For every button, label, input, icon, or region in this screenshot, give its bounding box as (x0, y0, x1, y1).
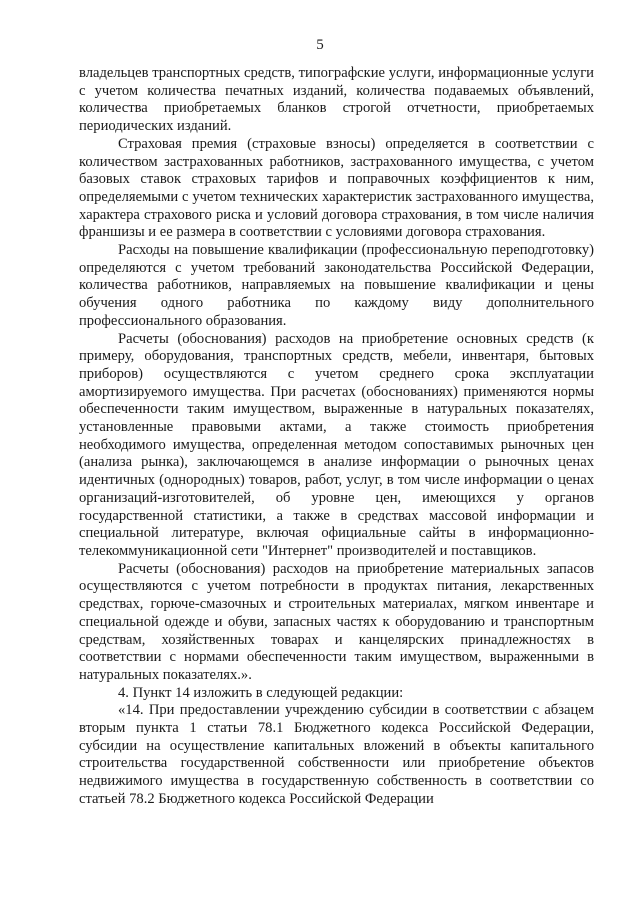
paragraph-material-stocks: Расчеты (обоснования) расходов на приобретение материальных запасов осуществляются с учетом потребности в продуктах питания, лекарственных средствах, горюче-смазочных и строительных материалах, мягком инвентаре и специальной одежде и обуви, запасных частях к оборудованию и транспортным средствам, хозяйственных товарах и канцелярских принадлежностях в соответствии с нормами обеспеченности таким имуществом, выраженными в натуральных показателях.». (79, 560, 594, 683)
paragraph-insurance-premium: Страховая премия (страховые взносы) определяется в соответствии с количеством застрахованных работников, застрахованного имущества, с учетом базовых ставок страховых тарифов и поправочных коэффициентов к ним, определяемыми с учетом технических характеристик застрахованного имущества, характера страхового риска и условий договора страхования, в том числе наличия франшизы и ее размера в соответствии с условиями договора страхования. (79, 135, 594, 241)
paragraph-continuation: владельцев транспортных средств, типографские услуги, информационные услуги с учетом количества печатных изданий, количества подаваемых объявлений, количества приобретаемых бланков строгой отчетности, приобретаемых периодических изданий. (79, 65, 594, 135)
paragraph-fixed-assets: Расчеты (обоснования) расходов на приобретение основных средств (к примеру, оборудования, транспортных средств, мебели, инвентаря, бытовых приборов) осуществляются с учетом среднего срока эксплуатации амортизируемого имущества. При расчетах (обоснованиях) применяются нормы обеспеченности таким имуществом, выраженные в натуральных показателях, установленные правовыми актами, а также стоимость приобретения необходимого имущества, определенная методом сопоставимых рыночных цен (анализа рынка), заключающемся в анализе информации о рыночных ценах идентичных (однородных) товаров, работ, услуг, в том числе информации о ценах организаций-изготовителей, об уровне цен, имеющихся у органов государственной статистики, а также в средствах массовой информации и специальной литературе, включая официальные сайты в информационно-телекоммуникационной сети "Интернет" производителей и поставщиков. (79, 330, 594, 559)
paragraph-item-4: 4. Пункт 14 изложить в следующей редакции: (118, 684, 404, 701)
page-number: 5 (316, 37, 324, 53)
paragraph-training-expenses: Расходы на повышение квалификации (профессиональную переподготовку) определяются с учетом требований законодательства Российской Федерации, количества работников, направляемых на повышение квалификации и цены обучения одного работника по каждому виду дополнительного профессионального образования. (79, 242, 594, 329)
paragraph-item-14: «14. При предоставлении учреждению субсидии в соответствии с абзацем вторым пункта 1 статьи 78.1 Бюджетного кодекса Российской Федерации, субсидии на осуществление капитальных вложений в объекты капитального строительства государственной собственности или приобретение объектов недвижимого имущества в государственную собственность в соответствии со статьей 78.2 Бюджетного кодекса Российской Федерации (79, 702, 594, 807)
document-body (79, 65, 594, 809)
